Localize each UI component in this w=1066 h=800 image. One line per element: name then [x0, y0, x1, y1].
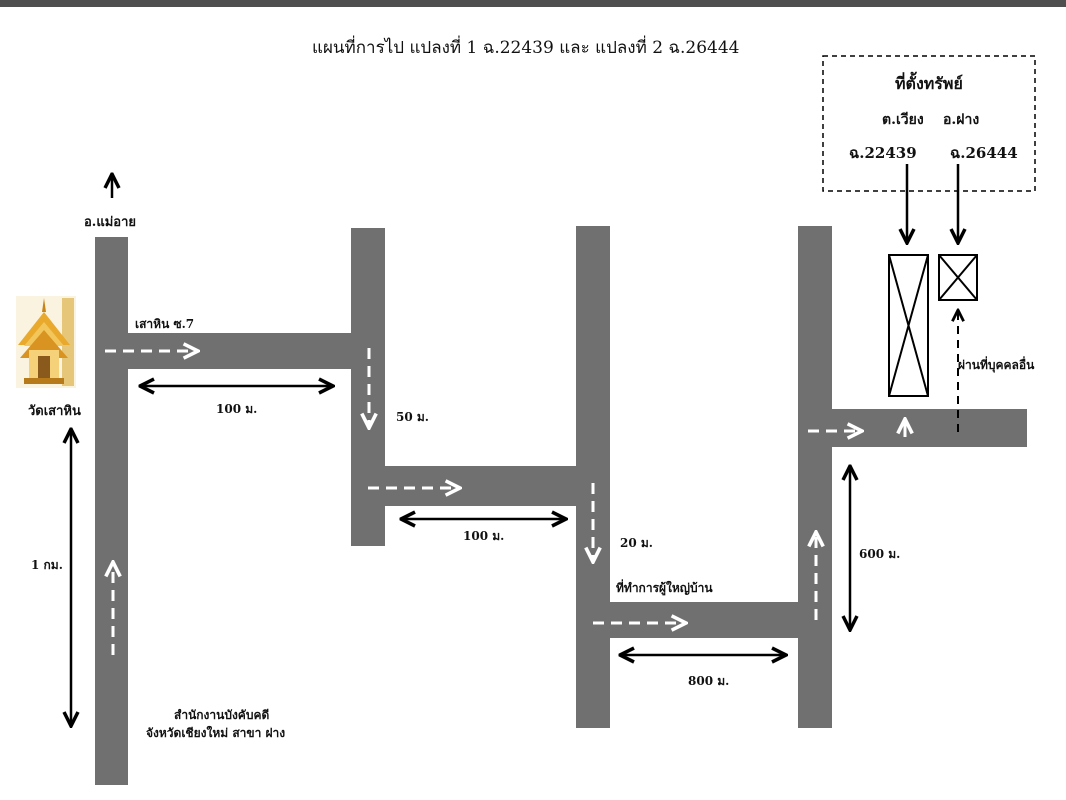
plot-1-marker — [889, 255, 928, 396]
soi-label: เสาหิน ซ.7 — [135, 317, 195, 331]
legend-parcel-1: ฉ.22439 — [849, 144, 917, 162]
land-office-label-line2: จังหวัดเชียงใหม่ สาขา ฝาง — [146, 726, 286, 740]
legend-heading: ที่ตั้งทรัพย์ — [895, 74, 963, 93]
distance-label-6: 600 ม. — [859, 547, 901, 561]
distance-label-5: 800 ม. — [688, 674, 730, 688]
distance-label-main: 1 กม. — [31, 558, 63, 572]
road-vertical-4 — [798, 226, 832, 728]
distance-arrows — [71, 386, 850, 726]
plot-2-marker — [939, 255, 977, 300]
passage-note-label: ผ่านที่บุคคลอื่น — [958, 358, 1035, 372]
legend-parcel-2: ฉ.26444 — [950, 144, 1018, 162]
road-vertical-3 — [576, 226, 610, 728]
road-horizontal-2 — [385, 466, 577, 506]
map-title: แผนที่การไป แปลงที่ 1 ฉ.22439 และ แปลงที่ 2 ฉ.26444 — [312, 38, 740, 58]
distance-label-2: 50 ม. — [396, 410, 429, 424]
road-horizontal-4 — [832, 409, 1027, 447]
roads — [95, 226, 1027, 785]
village-office-label: ที่ทำการผู้ใหญ่บ้าน — [616, 581, 713, 595]
distance-label-1: 100 ม. — [216, 402, 258, 416]
temple-label: วัดเสาหิน — [28, 404, 81, 419]
distance-label-4: 20 ม. — [620, 536, 653, 550]
road-horizontal-3 — [610, 602, 800, 638]
road-main — [95, 237, 128, 785]
north-direction-label: อ.แม่อาย — [84, 215, 137, 230]
legend-subdistrict: ต.เวียง — [882, 112, 924, 128]
land-office-label-line1: สำนักงานบังคับคดี — [174, 708, 270, 722]
temple-icon — [16, 296, 76, 388]
legend-district: อ.ฝาง — [943, 112, 980, 128]
distance-label-3: 100 ม. — [463, 529, 505, 543]
